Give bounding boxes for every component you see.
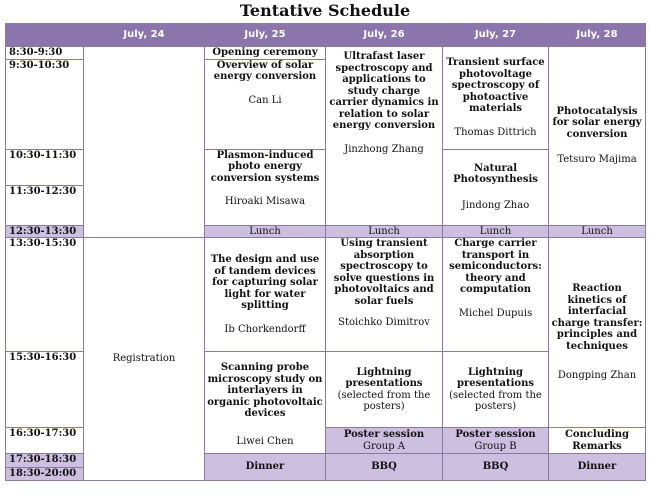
time-slot: 16:30-17:30 [6,428,84,454]
poster-group: Group A [362,440,406,452]
time-slot: 12:30-13:30 [6,225,84,238]
speaker-name: Jinzhong Zhang [344,143,424,155]
talk-title: Charge carrier transport in semiconductors: theory and computation [449,238,542,295]
speaker-name: Liwei Chen [236,435,294,447]
time-slot: 8:30-9:30 [6,47,84,60]
speaker-name: Tetsuro Majima [557,154,637,166]
time-slot: 17:30-18:30 [6,454,84,468]
time-slot: 11:30-12:30 [6,185,84,225]
day-header: July, 27 [443,24,549,47]
speaker-name: Hiroaki Misawa [224,196,306,207]
lunch-cell: Lunch [549,225,646,238]
lightning-note: (selected from the posters) [449,389,542,412]
speaker-name: Michel Dupuis [458,307,533,319]
header-corner [6,24,84,47]
talk-title: Scanning probe microscopy study on interlayers in organic photovoltaic devices [207,362,323,419]
jul27-talk-2 [443,149,549,225]
speaker-name: Stoichko Dimitrov [338,317,430,328]
day-header: July, 28 [549,24,646,47]
jul25-talk-4 [205,352,326,454]
day-header: July, 26 [326,24,443,47]
jul27-bbq: BBQ [443,454,549,481]
lightning-title: Lightning presentations [345,366,423,389]
talk-title: Overview of solar energy conversion [213,59,317,82]
jul25-talk-3 [205,238,326,352]
jul25-talk-2 [205,149,326,225]
talk-title: Transient surface photovoltage spectroscopy of photoactive materials [446,57,545,115]
jul27-lightning [443,352,549,428]
jul26-talk-1 [326,47,443,226]
registration-cell: Registration [84,238,205,481]
jul28-talk-1 [549,47,646,226]
lightning-note: (selected from the posters) [337,389,431,412]
header-row [6,24,646,47]
speaker-name: Ib Chorkendorff [224,323,306,335]
time-slot: 18:30-20:00 [6,468,84,481]
time-slot: 15:30-16:30 [6,352,84,428]
lunch-cell: Lunch [326,225,443,238]
time-slot: 13:30-15:30 [6,238,84,352]
jul24-morning-cell [84,47,205,238]
talk-title: Natural Photosynthesis [453,162,538,186]
jul27-talk-1 [443,47,549,150]
talk-title: Reaction kinetics of interfacial charge transfer: principles and techniques [551,283,643,352]
jul28-dinner: Dinner [549,454,646,481]
jul28-closing: Concluding Remarks [549,428,646,454]
jul26-lightning [326,352,443,428]
poster-title: Poster session [455,429,536,440]
jul27-poster-session [443,428,549,454]
schedule-table [5,23,646,481]
day-header: July, 25 [205,24,326,47]
poster-title: Poster session [343,429,425,440]
talk-title: Plasmon-induced photo energy conversion systems [210,149,320,184]
speaker-name: Jindong Zhao [461,199,530,211]
talk-title: Photocatalysis for solar energy conversion [552,105,642,140]
jul28-talk-2 [549,238,646,428]
lunch-cell: Lunch [205,225,326,238]
jul25-talk-1 [205,59,326,149]
talk-title: Using transient absorption spectroscopy to solve questions in photovoltaics and solar fuels [333,238,435,307]
speaker-name: Dongping Zhan [557,370,637,382]
jul27-talk-3 [443,238,549,352]
talk-title: The design and use of tandem devices for capturing solar light for water splitting [210,254,320,311]
page-title: Tentative Schedule [239,1,411,20]
talk-title: Ultrafast laser spectroscopy and applications to study charge carrier dynamics in relation to solar energy conversion [329,51,439,131]
lightning-title: Lightning presentations [457,366,534,389]
poster-group: Group B [474,440,517,452]
opening-ceremony: Opening ceremony [205,47,326,60]
time-slot: 9:30-10:30 [6,59,84,149]
day-header: July, 24 [84,24,205,47]
jul26-talk-2 [326,238,443,352]
lunch-cell: Lunch [443,225,549,238]
speaker-name: Can Li [248,94,282,106]
jul26-poster-session [326,428,443,454]
speaker-name: Thomas Dittrich [454,126,537,138]
time-slot: 10:30-11:30 [6,149,84,185]
jul26-bbq: BBQ [326,454,443,481]
jul25-dinner: Dinner [205,454,326,481]
